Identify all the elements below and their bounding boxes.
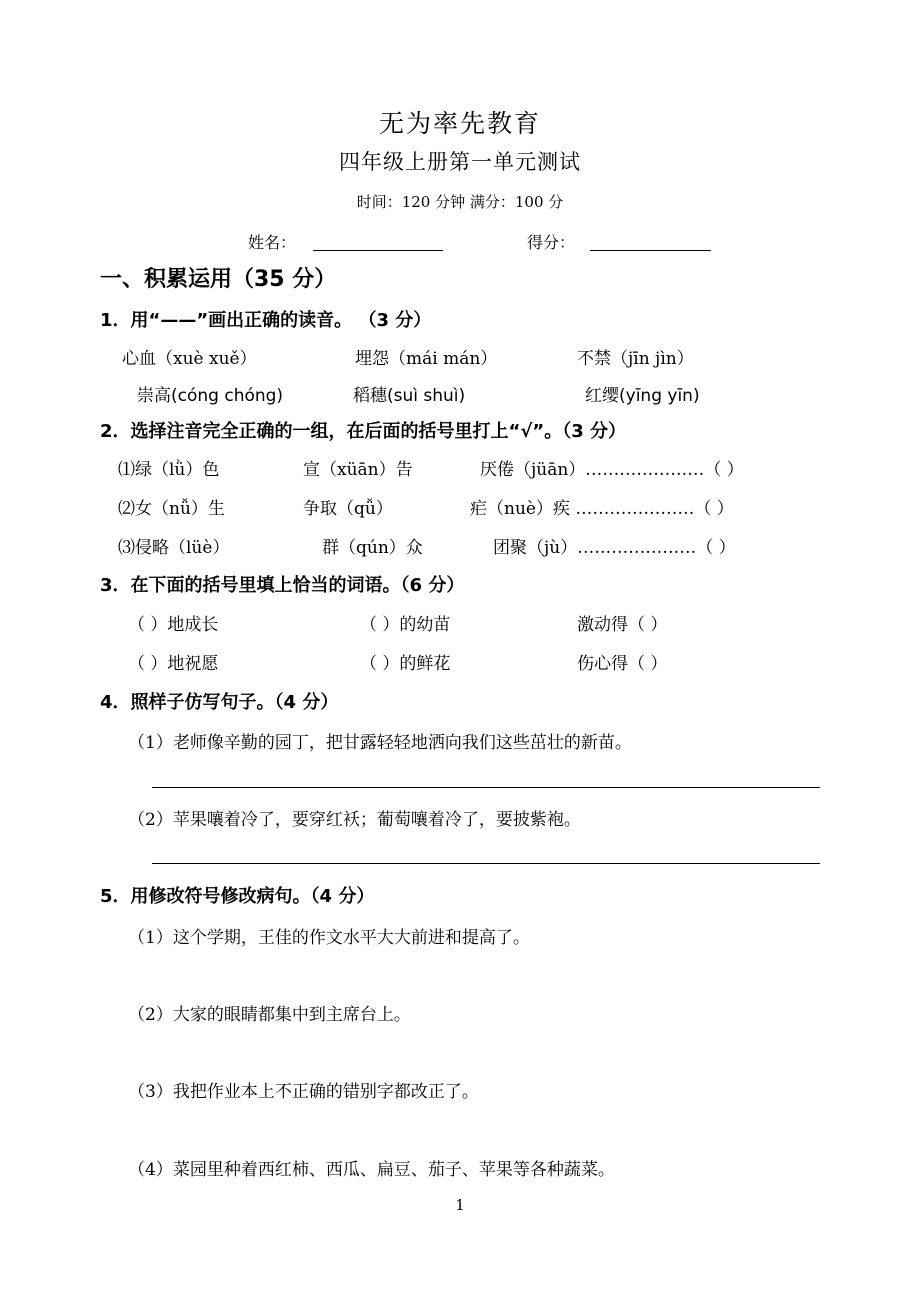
q4-answer-line-2[interactable]: [152, 863, 820, 864]
q5-item-2: （2）大家的眼睛都集中到主席台上。: [128, 1005, 411, 1025]
test-title: 四年级上册第一单元测试: [339, 150, 581, 174]
q2-row3-a: ⑶侵略（lüè）: [118, 538, 230, 558]
q1-row1-item1: 心血（xuè xuě）: [122, 349, 257, 369]
q5-item-4: （4）菜园里种着西红柿、西瓜、扁豆、茄子、苹果等各种蔬菜。: [128, 1160, 615, 1180]
q5-item-1: （1）这个学期，王佳的作文水平大大前进和提高了。: [128, 928, 530, 948]
q4-item-1: （1）老师像辛勤的园丁，把甘露轻轻地洒向我们这些茁壮的新苗。: [128, 733, 632, 753]
question-3-title: 3．在下面的括号里填上恰当的词语。（6 分）: [100, 575, 465, 596]
q4-answer-line-1[interactable]: [152, 787, 820, 788]
q2-row1-c: 厌倦（jüān）…………………（ ）: [480, 460, 744, 480]
q3-row1-item1: （ ）地成长: [128, 615, 219, 635]
q3-row2-item1: （ ）地祝愿: [128, 654, 219, 674]
q4-item-2: （2）苹果嚷着冷了，要穿红袄；葡萄嚷着冷了，要披紫袍。: [128, 810, 581, 830]
name-label: 姓名：: [248, 233, 297, 252]
q1-row2-item1: 崇高(cóng chóng): [137, 386, 284, 406]
q2-row2-c: 疟（nuè）疾 …………………（ ）: [470, 499, 734, 519]
q1-row1-item2: 埋怨（mái mán）: [355, 349, 498, 369]
q3-row1-item3: 激动得（ ）: [577, 615, 668, 635]
q2-row2-b: 争取（qǚ）: [303, 499, 393, 519]
section-1-heading: 一、积累运用（35 分）: [100, 267, 337, 292]
time-info: 时间：120 分钟 满分：100 分: [356, 193, 564, 211]
question-4-title: 4．照样子仿写句子。（4 分）: [100, 692, 339, 713]
question-2-title: 2．选择注音完全正确的一组，在后面的括号里打上“√”。（3 分）: [100, 421, 626, 442]
q3-row1-item2: （ ）的幼苗: [360, 615, 451, 635]
score-label: 得分：: [527, 233, 576, 252]
q3-row2-item2: （ ）的鲜花: [360, 654, 451, 674]
q1-row2-item2: 稻穗(suì shuì): [353, 386, 466, 406]
page-number: 1: [455, 1196, 465, 1214]
score-blank-line[interactable]: [590, 250, 711, 251]
q2-row2-a: ⑵女（nǚ）生: [118, 499, 225, 519]
name-blank-line[interactable]: [313, 250, 443, 251]
school-title: 无为率先教育: [378, 109, 541, 138]
q2-row1-b: 宣（xüān）告: [303, 460, 413, 480]
question-5-title: 5．用修改符号修改病句。（4 分）: [100, 886, 375, 907]
q2-row1-a: ⑴绿（lǜ）色: [118, 460, 220, 480]
q2-row3-c: 团聚（jù）…………………（ ）: [493, 538, 736, 558]
question-1-title: 1．用“——”画出正确的读音。 （3 分）: [100, 310, 432, 331]
q3-row2-item3: 伤心得（ ）: [577, 654, 668, 674]
q5-item-3: （3）我把作业本上不正确的错别字都改正了。: [128, 1082, 479, 1102]
q1-row2-item3: 红缨(yīng yīn): [585, 386, 700, 406]
q2-row3-b: 群（qún）众: [322, 538, 423, 558]
q1-row1-item3: 不禁（jīn jìn）: [577, 349, 694, 369]
